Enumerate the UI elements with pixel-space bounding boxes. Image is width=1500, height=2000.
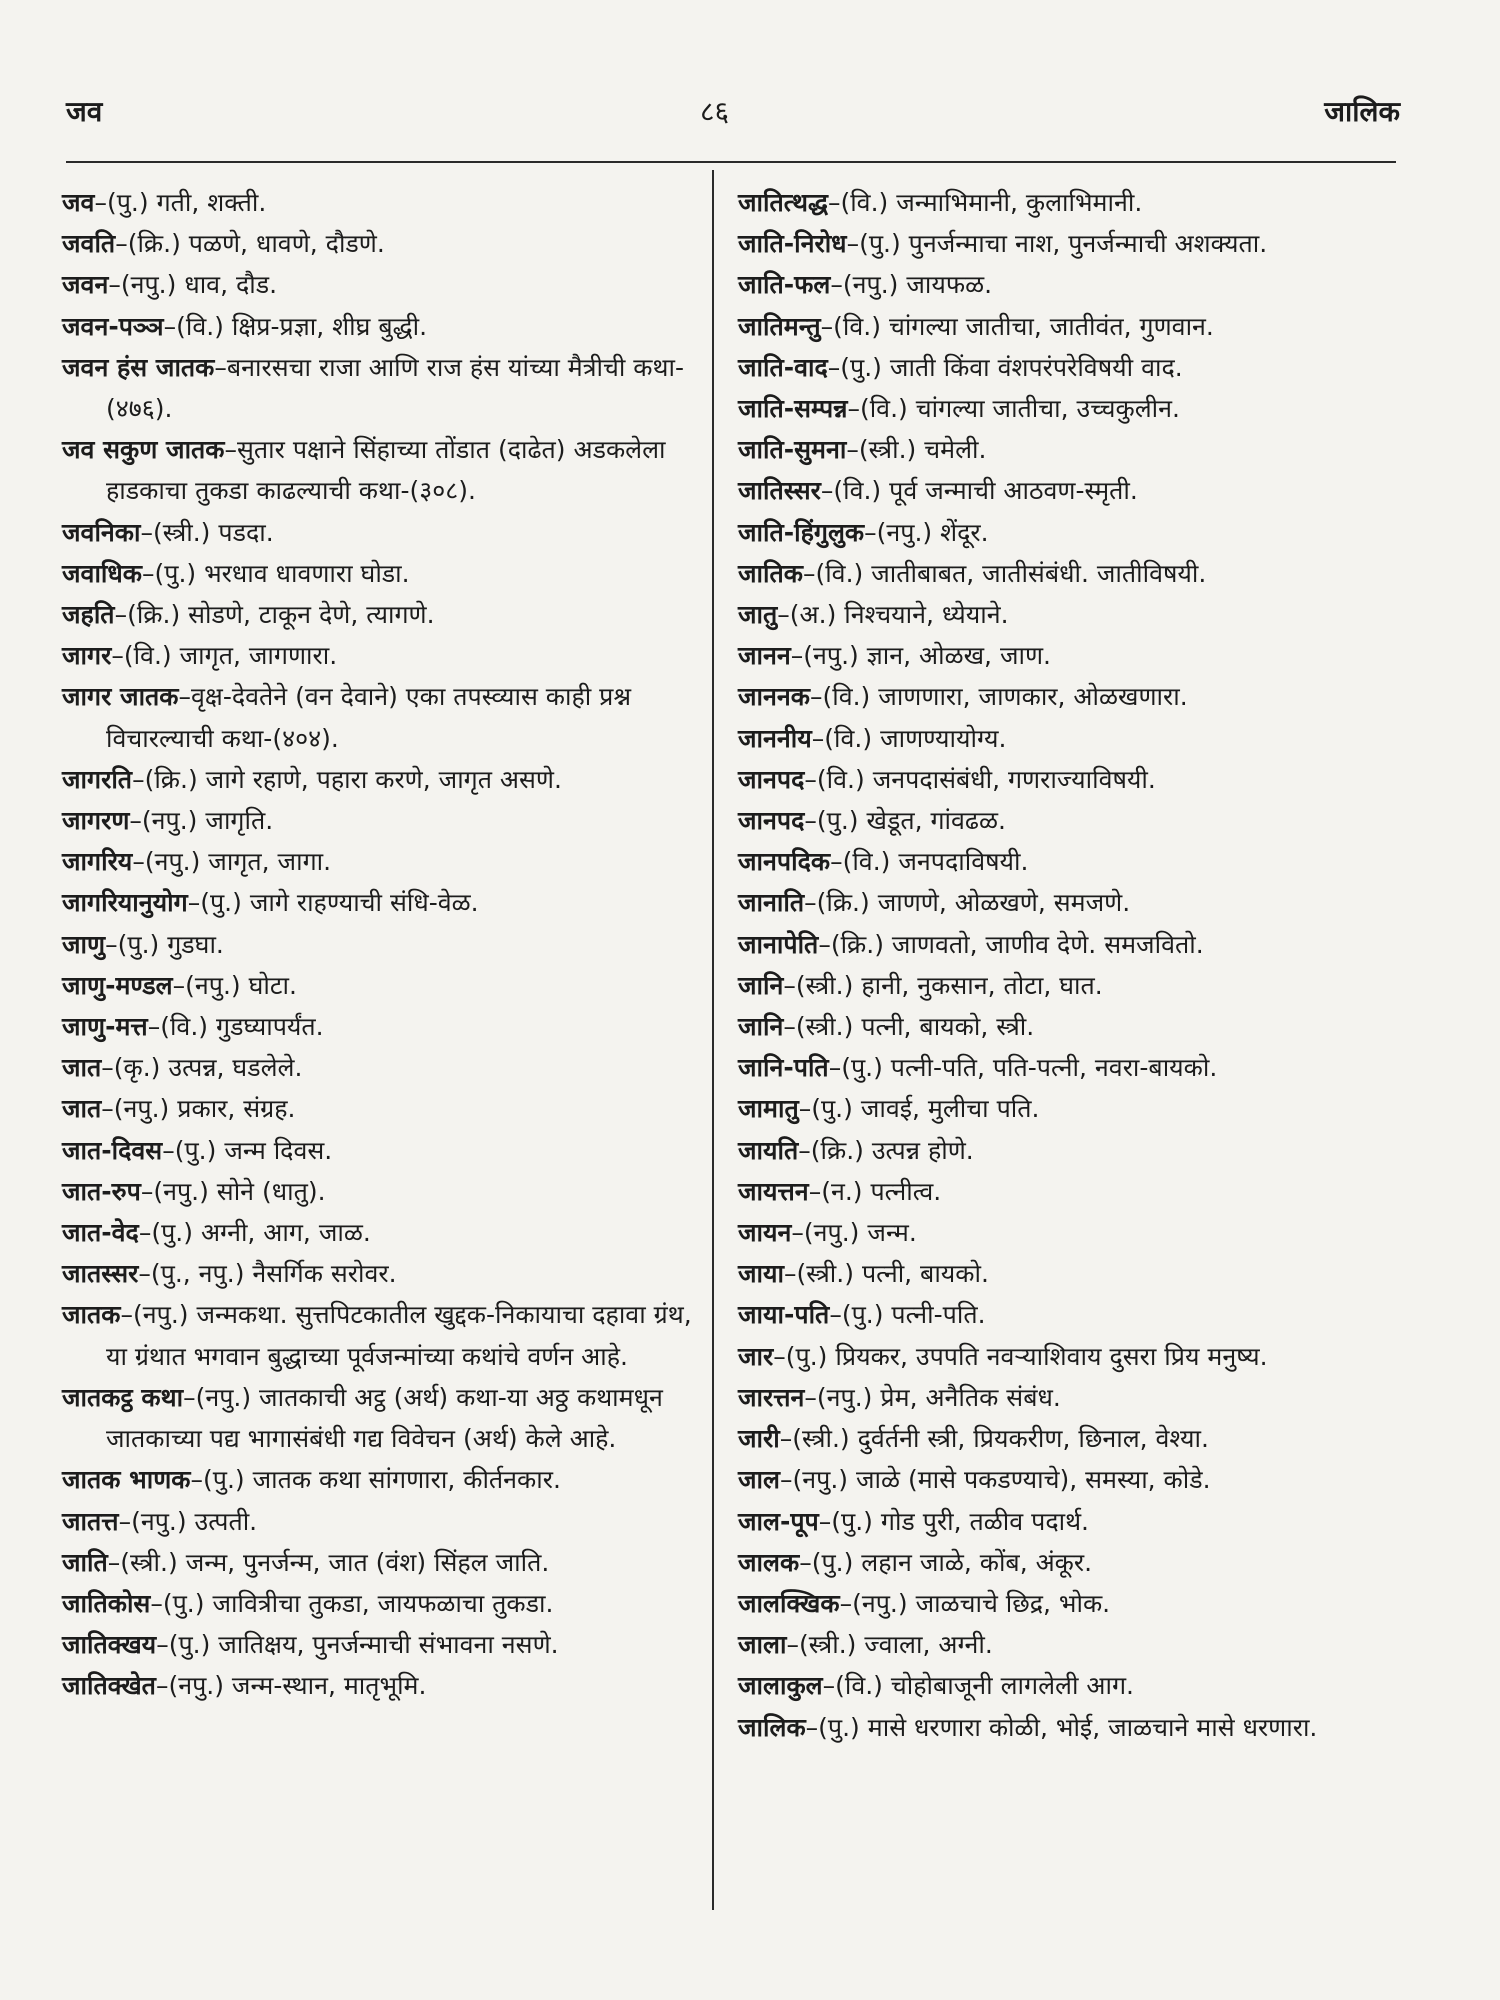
definition: जातिक्षय, पुनर्जन्माची संभावना नसणे.	[218, 1630, 559, 1660]
headword: जव सकुण जातक	[62, 435, 225, 465]
headword: जाति-सुमना	[738, 435, 847, 465]
headword: जानापेति	[738, 929, 819, 959]
dictionary-entry: जाननक–(वि.) जाणणारा, जाणकार, ओळखणारा.	[738, 682, 1188, 712]
dictionary-entry: जागरिय–(नपु.) जागृत, जागा.	[62, 847, 332, 877]
grammar-tag: (कृ.)	[113, 1053, 161, 1083]
definition: पत्नीत्व.	[870, 1176, 942, 1206]
grammar-tag: (पु.)	[818, 1712, 860, 1742]
headword: जवनिका	[62, 517, 141, 547]
grammar-tag: (पु.)	[841, 1053, 883, 1083]
definition: प्रेम, अनैतिक संबंध.	[880, 1382, 1061, 1412]
dictionary-entry: जातक भाणक–(पु.) जातक कथा सांगणारा, कीर्तनकार.	[62, 1465, 561, 1495]
dictionary-entry: जानाति–(क्रि.) जाणणे, ओळखणे, समजणे.	[738, 888, 1131, 918]
dictionary-entry: जारत्तन–(नपु.) प्रेम, अनैतिक संबंध.	[738, 1382, 1061, 1412]
headword: जानपद	[738, 806, 805, 836]
definition: नैसर्गिक सरोवर.	[252, 1259, 397, 1289]
headword: जायन	[738, 1218, 792, 1248]
grammar-tag: (पु.)	[840, 352, 882, 382]
dictionary-entry: जानि-पति–(पु.) पत्नी-पति, पति-पत्नी, नवरा-बायको.	[738, 1053, 1218, 1083]
grammar-tag: (स्त्री.)	[796, 1259, 854, 1289]
definition: पत्नी, बायको, स्त्री.	[861, 1012, 1035, 1042]
grammar-tag: (वि.)	[816, 764, 865, 794]
grammar-tag: (नपु.)	[803, 641, 859, 671]
dictionary-entry: जाति-सम्पन्न–(वि.) चांगल्या जातीचा, उच्चकुलीन.	[738, 394, 1180, 424]
definition: जाणण्यायोग्य.	[880, 723, 1007, 753]
page-number: ८६	[700, 95, 730, 128]
dictionary-entry: जाति-हिंगुलुक–(नपु.) शेंदूर.	[738, 517, 989, 547]
dictionary-entry: जाला–(स्त्री.) ज्वाला, अग्नी.	[738, 1630, 993, 1660]
dictionary-entry: जानपदिक–(वि.) जनपदाविषयी.	[738, 847, 1029, 877]
headword: जाला	[738, 1630, 787, 1660]
grammar-tag: (वि.)	[833, 476, 882, 506]
dictionary-entry: जातिकोस–(पु.) जावित्रीचा तुकडा, जायफळाचा तुकडा.	[62, 1588, 554, 1618]
definition: लहान जाळे, कोंब, अंकूर.	[861, 1547, 1093, 1577]
dictionary-entry: जात–(नपु.) प्रकार, संग्रह.	[62, 1094, 296, 1124]
definition: जातकाची अट्ठ (अर्थ) कथा-या अठ्ठ कथामधून जातकाच्या पद्य भागासंबंधी गद्य विवेचन (अर्थ) केले आहे.	[106, 1382, 663, 1454]
grammar-tag: (वि.)	[840, 188, 889, 217]
dictionary-entry: जातत्त–(नपु.) उत्पती.	[62, 1506, 258, 1536]
dictionary-entry: जातित्थद्ध–(वि.) जन्माभिमानी, कुलाभिमानी.	[738, 188, 1143, 217]
definition: सोने (धातु).	[216, 1176, 326, 1206]
definition: वृक्ष-देवतेने (वन देवाने) एका तपस्व्यास काही प्रश्न विचारल्याची कथा-(४०४).	[106, 682, 632, 753]
dictionary-entry: जातिस्सर–(वि.) पूर्व जन्माची आठवण-स्मृती.	[738, 476, 1138, 506]
dictionary-entry: जाति–(स्त्री.) जन्म, पुनर्जन्म, जात (वंश) सिंहल जाति.	[62, 1547, 550, 1577]
grammar-tag: (पु.)	[168, 1630, 211, 1660]
headword: जहति	[62, 600, 115, 630]
definition: हानी, नुकसान, तोटा, घात.	[861, 970, 1103, 1000]
definition: चांगल्या जातीचा, उच्चकुलीन.	[915, 394, 1180, 424]
grammar-tag: (वि.)	[822, 682, 871, 712]
dictionary-entry: जात-वेद–(पु.) अग्नी, आग, जाळ.	[62, 1218, 371, 1248]
headword: जाननक	[738, 682, 810, 712]
dictionary-entry: जागर जातक–वृक्ष-देवतेने (वन देवाने) एका तपस्व्यास काही प्रश्न विचारल्याची कथा-(४०४).	[62, 682, 632, 753]
definition: जाळचाचे छिद्र, भोक.	[915, 1588, 1111, 1618]
headword: जाति-हिंगुलुक	[738, 517, 865, 547]
headword: जात-दिवस	[62, 1135, 163, 1165]
headword: जारत्तन	[738, 1382, 805, 1412]
dictionary-entry: जाल–(नपु.) जाळे (मासे पकडण्याचे), समस्या, कोडे.	[738, 1465, 1211, 1495]
grammar-tag: (पु.)	[151, 1218, 193, 1248]
grammar-tag: (पु.)	[162, 1588, 205, 1618]
dictionary-entry: जाणु-मत्त–(वि.) गुडघ्यापर्यंत.	[62, 1012, 324, 1042]
header-rule	[66, 161, 1396, 163]
headword: जाति-निरोध	[738, 229, 847, 259]
grammar-tag: (नपु.)	[792, 1465, 849, 1495]
dictionary-entry: जवन हंस जातक–बनारसचा राजा आणि राज हंस यांच्या मैत्रीची कथा-(४७६).	[62, 352, 684, 424]
grammar-tag: (क्रि.)	[830, 929, 884, 959]
header-last-word: जालिक	[1324, 95, 1400, 128]
dictionary-entry: जातिक्खेत–(नपु.) जन्म-स्थान, मातृभूमि.	[62, 1671, 427, 1701]
definition: जाती किंवा वंशपरंपरेविषयी वाद.	[889, 352, 1183, 382]
grammar-tag: (स्त्री.)	[858, 435, 917, 465]
headword: जवाधिक	[62, 558, 142, 588]
headword: जार	[738, 1341, 774, 1371]
headword: जाति-फल	[738, 270, 831, 300]
definition: घोटा.	[248, 970, 297, 1000]
definition: जायफळ.	[906, 270, 993, 300]
grammar-tag: (नपु.)	[120, 270, 177, 300]
grammar-tag: (नपु.)	[113, 1094, 170, 1124]
grammar-tag: (वि.)	[160, 1012, 209, 1042]
headword: जाल	[738, 1465, 780, 1495]
grammar-tag: (नपु.)	[195, 1382, 252, 1412]
definition: जागृत, जागणारा.	[179, 641, 338, 671]
grammar-tag: (क्रि.)	[144, 764, 198, 794]
definition: गोड पुरी, तळीव पदार्थ.	[880, 1506, 1089, 1536]
headword: जाति	[62, 1547, 108, 1577]
headword: जागरति	[62, 764, 133, 794]
definition: जन्म दिवस.	[224, 1135, 333, 1165]
headword: जामातु	[738, 1094, 799, 1124]
dictionary-entry: जात-रुप–(नपु.) सोने (धातु).	[62, 1176, 326, 1206]
headword: जातिकोस	[62, 1588, 151, 1618]
grammar-tag: (पु.)	[816, 806, 859, 836]
definition: पत्नी-पति, पति-पत्नी, नवरा-बायको.	[890, 1053, 1218, 1083]
dictionary-entry: जातिमन्तु–(वि.) चांगल्या जातीचा, जातीवंत, गुणवान.	[738, 311, 1214, 341]
definition: धाव, दौड.	[184, 270, 278, 300]
grammar-tag: (क्रि.)	[816, 888, 870, 918]
dictionary-entry: जवाधिक–(पु.) भरधाव धावणारा घोडा.	[62, 558, 410, 588]
dictionary-entry: जानि–(स्त्री.) हानी, नुकसान, तोटा, घात.	[738, 970, 1103, 1000]
definition: जन्म-स्थान, मातृभूमि.	[231, 1671, 427, 1701]
headword: जाणु	[62, 929, 106, 959]
grammar-tag: (स्त्री.)	[120, 1547, 178, 1577]
headword: जवन-पञ्ञ	[62, 311, 164, 341]
dictionary-entry: जामातु–(पु.) जावई, मुलीचा पति.	[738, 1094, 1040, 1124]
definition: चमेली.	[924, 435, 987, 465]
headword: जाननीय	[738, 723, 812, 753]
definition: गती, शक्ती.	[156, 188, 267, 217]
dictionary-entry: जाया-पति–(पु.) पत्नी-पति.	[738, 1300, 986, 1330]
dictionary-entry: जवति–(क्रि.) पळणे, धावणे, दौडणे.	[62, 229, 385, 259]
grammar-tag: (वि.)	[824, 723, 873, 753]
headword: जातस्सर	[62, 1259, 139, 1289]
headword: जात	[62, 1094, 102, 1124]
grammar-tag: (नपु.)	[168, 1671, 224, 1701]
grammar-tag: (स्त्री.)	[798, 1630, 857, 1660]
definition: चोहोबाजूनी लागलेली आग.	[890, 1671, 1134, 1701]
definition: जन्माभिमानी, कुलाभिमानी.	[896, 188, 1143, 217]
dictionary-entry: जहति–(क्रि.) सोडणे, टाकून देणे, त्यागणे.	[62, 600, 435, 630]
definition: सोडणे, टाकून देणे, त्यागणे.	[188, 600, 435, 630]
dictionary-entry: जवनिका–(स्त्री.) पडदा.	[62, 517, 274, 547]
definition: जाणणे, ओळखणे, समजणे.	[877, 888, 1131, 918]
headword: जालक्खिक	[738, 1588, 840, 1618]
dictionary-entry: जात-दिवस–(पु.) जन्म दिवस.	[62, 1135, 333, 1165]
headword: जायति	[738, 1135, 799, 1165]
definition: बनारसचा राजा आणि राज हंस यांच्या मैत्रीची कथा-(४७६).	[106, 352, 684, 424]
headword: जाति-वाद	[738, 352, 828, 382]
headword: जागरियानुयोग	[62, 888, 188, 918]
headword: जालाकुल	[738, 1671, 823, 1701]
definition: ज्वाला, अग्नी.	[864, 1630, 993, 1660]
headword: जागरिय	[62, 847, 133, 877]
dictionary-entry: जागर–(वि.) जागृत, जागणारा.	[62, 641, 338, 671]
headword: जातिक्खय	[62, 1630, 157, 1660]
grammar-tag: (पु.)	[174, 1135, 217, 1165]
grammar-tag: (नपु.)	[842, 270, 899, 300]
headword: जानपद	[738, 764, 805, 794]
grammar-tag: (पु.)	[859, 229, 901, 259]
definition: जाणणारा, जाणकार, ओळखणारा.	[878, 682, 1188, 712]
dictionary-entry: जाति-निरोध–(पु.) पुनर्जन्माचा नाश, पुनर्जन्माची अशक्यता.	[738, 229, 1268, 259]
headword: जातकट्ठ कथा	[62, 1382, 184, 1412]
dictionary-entry: जाननीय–(वि.) जाणण्यायोग्य.	[738, 723, 1007, 753]
dictionary-entry: जाया–(स्त्री.) पत्नी, बायको.	[738, 1259, 989, 1289]
grammar-tag: (क्रि.)	[127, 229, 181, 259]
definition: प्रियकर, उपपति नवऱ्याशिवाय दुसरा प्रिय मनुष्य.	[835, 1341, 1268, 1371]
headword: जालिक	[738, 1712, 806, 1742]
definition: उत्पती.	[194, 1506, 258, 1536]
dictionary-entry: जवन–(नपु.) धाव, दौड.	[62, 270, 278, 300]
dictionary-entry: जानपद–(वि.) जनपदासंबंधी, गणराज्याविषयी.	[738, 764, 1156, 794]
dictionary-entry: जाति-फल–(नपु.) जायफळ.	[738, 270, 993, 300]
grammar-tag: (नपु.)	[876, 517, 933, 547]
dictionary-entry: जातिक–(वि.) जातीबाबत, जातीसंबंधी. जातीविषयी.	[738, 558, 1207, 588]
dictionary-entry: जातिक्खय–(पु.) जातिक्षय, पुनर्जन्माची संभावना नसणे.	[62, 1630, 559, 1660]
definition: जन्म.	[867, 1218, 917, 1248]
headword: जानि	[738, 1012, 784, 1042]
headword: जागर जातक	[62, 682, 179, 712]
grammar-tag: (नपु.)	[141, 806, 198, 836]
definition: चांगल्या जातीचा, जातीवंत, गुणवान.	[888, 311, 1214, 341]
grammar-tag: (पु.)	[841, 1300, 884, 1330]
dictionary-entry: जानन–(नपु.) ज्ञान, ओळख, जाण.	[738, 641, 1052, 671]
definition: जागृत, जागा.	[208, 847, 332, 877]
headword: जातत्त	[62, 1506, 119, 1536]
definition: जावित्रीचा तुकडा, जायफळाचा तुकडा.	[212, 1588, 554, 1618]
headword: जानि-पति	[738, 1053, 829, 1083]
definition: पडदा.	[218, 517, 274, 547]
column-divider	[712, 170, 714, 1910]
definition: ज्ञान, ओळख, जाण.	[866, 641, 1052, 671]
grammar-tag: (पु., नपु.)	[150, 1259, 245, 1289]
dictionary-entry: जायति–(क्रि.) उत्पन्न होणे.	[738, 1135, 974, 1165]
grammar-tag: (पु.)	[203, 1465, 245, 1495]
headword: जवन	[62, 270, 109, 300]
left-column	[62, 182, 700, 1707]
definition: पत्नी-पति.	[891, 1300, 986, 1330]
headword: जातक भाणक	[62, 1465, 191, 1495]
grammar-tag: (वि.)	[859, 394, 908, 424]
dictionary-entry: जातकट्ठ कथा–(नपु.) जातकाची अट्ठ (अर्थ) कथा-या अठ्ठ कथामधून जातकाच्या पद्य भागासंबंधी गद्य विवेचन (अर्थ) केले आहे.	[62, 1382, 663, 1454]
grammar-tag: (नपु.)	[852, 1588, 908, 1618]
grammar-tag: (स्त्री.)	[795, 970, 854, 1000]
header-first-word: जव	[66, 95, 103, 128]
dictionary-entry: जालक्खिक–(नपु.) जाळचाचे छिद्र, भोक.	[738, 1588, 1111, 1618]
grammar-tag: (वि.)	[842, 847, 891, 877]
grammar-tag: (पु.)	[106, 188, 149, 217]
dictionary-entry: जवन-पञ्ञ–(वि.) क्षिप्र-प्रज्ञा, शीघ्र बुद्धी.	[62, 311, 428, 341]
definition: गुडघ्यापर्यंत.	[216, 1012, 324, 1042]
definition: जाळे (मासे पकडण्याचे), समस्या, कोडे.	[855, 1465, 1211, 1495]
dictionary-entry: जाल-पूप–(पु.) गोड पुरी, तळीव पदार्थ.	[738, 1506, 1089, 1536]
grammar-tag: (पु.)	[200, 888, 242, 918]
headword: जागर	[62, 641, 112, 671]
dictionary-entry: जातक–(नपु.) जन्मकथा. सुत्तपिटकातील खुद्दक-निकायाचा दहावा ग्रंथ, या ग्रंथात भगवान बुद्धाच्या पूर्वजन्मांच्या कथांचे वर्णन आहे.	[62, 1300, 692, 1371]
headword: जात-वेद	[62, 1218, 139, 1248]
grammar-tag: (स्त्री.)	[152, 517, 211, 547]
grammar-tag: (पु.)	[117, 929, 160, 959]
headword: जाति-सम्पन्न	[738, 394, 848, 424]
headword: जानाति	[738, 888, 805, 918]
headword: जाया-पति	[738, 1300, 830, 1330]
grammar-tag: (क्रि.)	[127, 600, 181, 630]
dictionary-entry: जातस्सर–(पु., नपु.) नैसर्गिक सरोवर.	[62, 1259, 397, 1289]
definition: दुर्वर्तनी स्त्री, प्रियकरीण, छिनाल, वेश्या.	[857, 1424, 1209, 1454]
dictionary-entry: जात–(कृ.) उत्पन्न, घडलेले.	[62, 1053, 303, 1083]
grammar-tag: (पु.)	[811, 1547, 854, 1577]
dictionary-entry: जायत्तन–(न.) पत्नीत्व.	[738, 1176, 942, 1206]
grammar-tag: (क्रि.)	[810, 1135, 864, 1165]
dictionary-entry: जार–(पु.) प्रियकर, उपपति नवऱ्याशिवाय दुसरा प्रिय मनुष्य.	[738, 1341, 1268, 1371]
dictionary-entry: जानि–(स्त्री.) पत्नी, बायको, स्त्री.	[738, 1012, 1035, 1042]
definition: जनपदाविषयी.	[898, 847, 1029, 877]
grammar-tag: (नपु.)	[816, 1382, 873, 1412]
headword: जातक	[62, 1300, 121, 1330]
grammar-tag: (वि.)	[815, 558, 864, 588]
grammar-tag: (पु.)	[831, 1506, 873, 1536]
definition: जन्म, पुनर्जन्म, जात (वंश) सिंहल जाति.	[185, 1547, 550, 1577]
grammar-tag: (वि.)	[835, 1671, 883, 1701]
headword: जवति	[62, 229, 116, 259]
headword: जातु	[738, 600, 778, 630]
grammar-tag: (नपु.)	[131, 1506, 187, 1536]
definition: जागे राहण्याची संधि-वेळ.	[249, 888, 479, 918]
definition: उत्पन्न होणे.	[871, 1135, 974, 1165]
headword: जागरण	[62, 806, 130, 836]
headword: जातिक	[738, 558, 803, 588]
grammar-tag: (पु.)	[811, 1094, 853, 1124]
headword: जाया	[738, 1259, 785, 1289]
headword: जायत्तन	[738, 1176, 809, 1206]
grammar-tag: (वि.)	[833, 311, 881, 341]
headword: जात-रुप	[62, 1176, 141, 1206]
grammar-tag: (पु.)	[785, 1341, 828, 1371]
page-header	[0, 92, 1500, 132]
definition: जन्मकथा. सुत्तपिटकातील खुद्दक-निकायाचा दहावा ग्रंथ, या ग्रंथात भगवान बुद्धाच्या पूर्वजन्मांच्या कथांचे वर्णन आहे.	[106, 1300, 692, 1371]
headword: जात	[62, 1053, 102, 1083]
headword: जानपदिक	[738, 847, 831, 877]
definition: जाणवतो, जाणीव देणे. समजवितो.	[891, 929, 1204, 959]
dictionary-entry: जागरण–(नपु.) जागृति.	[62, 806, 274, 836]
headword: जारी	[738, 1424, 780, 1454]
headword: जानि	[738, 970, 784, 1000]
grammar-tag: (नपु.)	[132, 1300, 189, 1330]
definition: पुनर्जन्माचा नाश, पुनर्जन्माची अशक्यता.	[908, 229, 1268, 259]
definition: जागृति.	[205, 806, 274, 836]
dictionary-entry: जाणु-मण्डल–(नपु.) घोटा.	[62, 970, 297, 1000]
definition: जागे रहाणे, पहारा करणे, जागृत असणे.	[205, 764, 562, 794]
dictionary-entry: जागरति–(क्रि.) जागे रहाणे, पहारा करणे, जागृत असणे.	[62, 764, 562, 794]
dictionary-entry: जानपद–(पु.) खेडूत, गांवढळ.	[738, 806, 1006, 836]
grammar-tag: (नपु.)	[144, 847, 201, 877]
grammar-tag: (स्त्री.)	[795, 1012, 854, 1042]
definition: भरधाव धावणारा घोडा.	[204, 558, 410, 588]
definition: जातक कथा सांगणारा, कीर्तनकार.	[252, 1465, 561, 1495]
definition: गुडघा.	[167, 929, 224, 959]
headword: जातिमन्तु	[738, 311, 821, 341]
headword: जानन	[738, 641, 791, 671]
definition: पळणे, धावणे, दौडणे.	[188, 229, 385, 259]
headword: जातिस्सर	[738, 476, 821, 506]
headword: जव	[62, 188, 95, 217]
headword: जातित्थद्ध	[738, 188, 828, 217]
dictionary-entry: जाति-वाद–(पु.) जाती किंवा वंशपरंपरेविषयी वाद.	[738, 352, 1183, 382]
definition: सुतार पक्षाने सिंहाच्या तोंडात (दाढेत) अडकलेला हाडकाचा तुकडा काढल्याची कथा-(३०८).	[106, 435, 666, 506]
grammar-tag: (अ.)	[789, 600, 837, 630]
grammar-tag: (वि.)	[176, 311, 224, 341]
dictionary-entry: जातु–(अ.) निश्चयाने, ध्येयाने.	[738, 600, 1009, 630]
dictionary-entry: जारी–(स्त्री.) दुर्वर्तनी स्त्री, प्रियकरीण, छिनाल, वेश्या.	[738, 1424, 1209, 1454]
grammar-tag: (पु.)	[154, 558, 197, 588]
definition: मासे धरणारा कोळी, भोई, जाळचाने मासे धरणारा.	[867, 1712, 1318, 1742]
definition: पूर्व जन्माची आठवण-स्मृती.	[889, 476, 1138, 506]
definition: पत्नी, बायको.	[861, 1259, 989, 1289]
definition: जावई, मुलीचा पति.	[860, 1094, 1040, 1124]
dictionary-entry: जागरियानुयोग–(पु.) जागे राहण्याची संधि-वेळ.	[62, 888, 479, 918]
definition: जातीबाबत, जातीसंबंधी. जातीविषयी.	[871, 558, 1207, 588]
definition: निश्चयाने, ध्येयाने.	[844, 600, 1009, 630]
right-column	[738, 182, 1398, 1748]
definition: प्रकार, संग्रह.	[177, 1094, 296, 1124]
dictionary-entry: जव सकुण जातक–सुतार पक्षाने सिंहाच्या तोंडात (दाढेत) अडकलेला हाडकाचा तुकडा काढल्याची कथा-(३०८).	[62, 435, 666, 506]
dictionary-entry: जानापेति–(क्रि.) जाणवतो, जाणीव देणे. समजवितो.	[738, 929, 1204, 959]
headword: जालक	[738, 1547, 800, 1577]
dictionary-entry: जव–(पु.) गती, शक्ती.	[62, 188, 267, 217]
dictionary-entry: जालाकुल–(वि.) चोहोबाजूनी लागलेली आग.	[738, 1671, 1134, 1701]
headword: जवन हंस जातक	[62, 352, 215, 382]
grammar-tag: (नपु.)	[185, 970, 241, 1000]
headword: जाणु-मण्डल	[62, 970, 173, 1000]
grammar-tag: (न.)	[821, 1176, 863, 1206]
definition: शेंदूर.	[940, 517, 989, 547]
headword: जातिक्खेत	[62, 1671, 156, 1701]
grammar-tag: (वि.)	[123, 641, 172, 671]
dictionary-entry: जालिक–(पु.) मासे धरणारा कोळी, भोई, जाळचाने मासे धरणारा.	[738, 1712, 1318, 1742]
definition: खेडूत, गांवढळ.	[866, 806, 1006, 836]
headword: जाणु-मत्त	[62, 1012, 148, 1042]
grammar-tag: (स्त्री.)	[792, 1424, 850, 1454]
dictionary-entry: जाणु–(पु.) गुडघा.	[62, 929, 224, 959]
headword: जाल-पूप	[738, 1506, 819, 1536]
grammar-tag: (नपु.)	[153, 1176, 209, 1206]
definition: अग्नी, आग, जाळ.	[200, 1218, 371, 1248]
definition: क्षिप्र-प्रज्ञा, शीघ्र बुद्धी.	[231, 311, 428, 341]
dictionary-entry: जाति-सुमना–(स्त्री.) चमेली.	[738, 435, 987, 465]
dictionary-entry: जालक–(पु.) लहान जाळे, कोंब, अंकूर.	[738, 1547, 1093, 1577]
dictionary-entry: जायन–(नपु.) जन्म.	[738, 1218, 917, 1248]
grammar-tag: (नपु.)	[803, 1218, 860, 1248]
definition: जनपदासंबंधी, गणराज्याविषयी.	[872, 764, 1156, 794]
definition: उत्पन्न, घडलेले.	[168, 1053, 303, 1083]
